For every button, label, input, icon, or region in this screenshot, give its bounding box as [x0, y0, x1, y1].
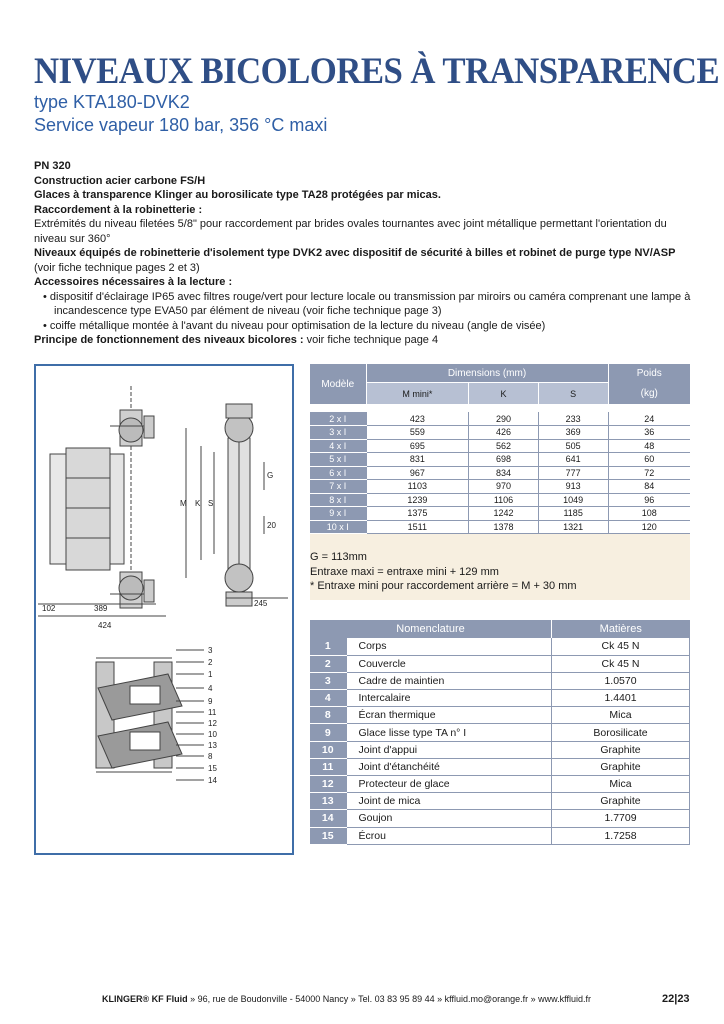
- spec-bullet-coiffe-text: coiffe métallique montée à l'avant du niveau pour optimisation de la lecture du niveau (angle de visée): [49, 319, 546, 332]
- callout-9: 9: [208, 697, 213, 706]
- cell-repere: 10: [310, 741, 346, 758]
- callout-12: 12: [208, 719, 217, 728]
- footer-address: » 96, rue de Boudonville - 54000 Nancy » Tel. 03 83 95 89 44 » kffluid.mo@orange.fr » www.kffluid.fr: [187, 994, 592, 1004]
- spec-bullet-eclairage-text: dispositif d'éclairage IP65 avec filtres rouge/vert pour lecture locale ou transmission par miroirs ou caméra comprenant une lampe à incandescence type EVA50 par élément de niveau (voir fiche technique page 3): [49, 290, 691, 317]
- cell-repere: 2: [310, 655, 346, 672]
- cell-matiere: Mica: [552, 707, 690, 724]
- header-nomenclature: Nomenclature: [310, 620, 552, 638]
- table-row: [310, 758, 690, 775]
- cell-repere: 9: [310, 724, 346, 741]
- callout-15: 15: [208, 764, 217, 773]
- cell-designation: Glace lisse type TA n° I: [346, 724, 552, 741]
- spec-niveaux-bold: Niveaux équipés de robinetterie d'isolement type DVK2 avec dispositif de sécurité à billes et robinet de purge type NV/ASP: [34, 247, 676, 259]
- nomenclature-table-body: [310, 638, 690, 844]
- cell-repere: 14: [310, 810, 346, 827]
- cell-s: 1321: [538, 520, 608, 534]
- cell-modele: 9 x I: [310, 507, 366, 521]
- spec-accessoires-title: Accessoires nécessaires à la lecture :: [34, 276, 233, 288]
- dimensions-panel: [310, 364, 690, 600]
- table-row: [310, 793, 690, 810]
- header-dimensions: Dimensions (mm): [366, 364, 608, 383]
- cell-m: 695: [366, 439, 469, 453]
- cell-designation: Écrou: [346, 827, 552, 844]
- spec-glaces: Glaces à transparence Klinger au borosilicate type TA28 protégées par micas.: [34, 189, 441, 201]
- cell-repere: 3: [310, 672, 346, 689]
- cell-repere: 4: [310, 690, 346, 707]
- label-m: M: [180, 499, 187, 508]
- spec-raccord-title: Raccordement à la robinetterie :: [34, 203, 203, 216]
- header-modele: Modèle: [310, 364, 366, 404]
- spec-principe-text: voir fiche technique page 4: [303, 334, 439, 346]
- spec-bullet-coiffe: • coiffe métallique montée à l'avant du niveau pour optimisation de la lecture du niveau (angle de visée): [43, 319, 546, 332]
- cell-matiere: Mica: [552, 776, 690, 793]
- cell-poids: 72: [608, 466, 690, 480]
- note-g: G = 113mm: [310, 551, 367, 563]
- table-row: [310, 480, 690, 494]
- callout-2: 2: [208, 658, 213, 667]
- page-subtitle-type: type KTA180-DVK2: [34, 92, 190, 112]
- spec-niveaux: [34, 246, 694, 275]
- cell-s: 777: [538, 466, 608, 480]
- cell-designation: Cadre de maintien: [346, 672, 552, 689]
- cell-matiere: Graphite: [552, 741, 690, 758]
- dim-102: 102: [42, 604, 56, 613]
- header-k: K: [469, 383, 539, 404]
- header-matieres: Matières: [552, 620, 690, 638]
- callout-1: 1: [208, 670, 213, 679]
- table-row: [310, 507, 690, 521]
- table-row: [310, 776, 690, 793]
- callout-14: 14: [208, 776, 217, 785]
- callout-10: 10: [208, 730, 217, 739]
- cell-k: 698: [469, 453, 539, 467]
- cell-s: 1049: [538, 493, 608, 507]
- table-row: [310, 466, 690, 480]
- cell-designation: Corps: [346, 638, 552, 655]
- cell-designation: Joint de mica: [346, 793, 552, 810]
- cell-matiere: Ck 45 N: [552, 655, 690, 672]
- table-row: [310, 690, 690, 707]
- table-row: [310, 638, 690, 655]
- cell-poids: 96: [608, 493, 690, 507]
- label-g: G: [267, 471, 274, 480]
- header-kg: (kg): [608, 383, 690, 404]
- cell-s: 233: [538, 412, 608, 426]
- callout-11: 11: [208, 708, 217, 717]
- specifications: [34, 159, 694, 348]
- table-row: [310, 412, 690, 426]
- cell-repere: 13: [310, 793, 346, 810]
- cell-m: 423: [366, 412, 469, 426]
- label-k: K: [195, 499, 201, 508]
- table-row: [310, 672, 690, 689]
- cell-repere: 15: [310, 827, 346, 844]
- cell-matiere: 1.0570: [552, 672, 690, 689]
- spec-construction: Construction acier carbone FS/H: [34, 174, 206, 187]
- spec-niveaux-text: (voir fiche technique pages 2 et 3): [34, 261, 200, 274]
- cell-m: 967: [366, 466, 469, 480]
- label-20: 20: [267, 521, 276, 530]
- technical-drawing-svg: [36, 366, 292, 853]
- table-row: [310, 520, 690, 534]
- cell-matiere: Ck 45 N: [552, 638, 690, 655]
- cell-repere: 8: [310, 707, 346, 724]
- cell-matiere: 1.7709: [552, 810, 690, 827]
- cell-m: 559: [366, 426, 469, 440]
- dim-389: 389: [94, 604, 108, 613]
- table-row: [310, 493, 690, 507]
- cell-m: 1239: [366, 493, 469, 507]
- table-row: [310, 724, 690, 741]
- callout-13: 13: [208, 741, 217, 750]
- header-poids: Poids: [608, 364, 690, 383]
- cell-modele: 4 x I: [310, 439, 366, 453]
- spec-principe: [34, 333, 694, 348]
- cell-poids: 36: [608, 426, 690, 440]
- footer-company: [102, 994, 591, 1004]
- cell-designation: Écran thermique: [346, 707, 552, 724]
- cell-poids: 120: [608, 520, 690, 534]
- cell-k: 970: [469, 480, 539, 494]
- cell-designation: Joint d'appui: [346, 741, 552, 758]
- cell-matiere: 1.7258: [552, 827, 690, 844]
- page-title: NIVEAUX BICOLORES À TRANSPARENCE: [34, 51, 720, 92]
- table-row: [310, 453, 690, 467]
- note-entraxe-maxi: Entraxe maxi = entraxe mini + 129 mm: [310, 565, 499, 578]
- cell-modele: 7 x I: [310, 480, 366, 494]
- cell-modele: 10 x I: [310, 520, 366, 534]
- cell-m: 1103: [366, 480, 469, 494]
- cell-k: 562: [469, 439, 539, 453]
- cell-modele: 5 x I: [310, 453, 366, 467]
- cell-modele: 2 x I: [310, 412, 366, 426]
- table-row: [310, 707, 690, 724]
- cell-poids: 24: [608, 412, 690, 426]
- cell-matiere: Graphite: [552, 758, 690, 775]
- spec-raccord-text: Extrémités du niveau filetées 5/8" pour raccordement par brides ovales tournantes avec joint métallique permettant l'orientation du niveau sur 360°: [34, 218, 667, 245]
- dimensions-table-body: [310, 404, 690, 534]
- note-entraxe-mini: * Entraxe mini pour raccordement arrière = M + 30 mm: [310, 580, 577, 592]
- cell-matiere: Graphite: [552, 793, 690, 810]
- cell-poids: 60: [608, 453, 690, 467]
- cell-s: 505: [538, 439, 608, 453]
- cell-k: 834: [469, 466, 539, 480]
- cell-m: 1511: [366, 520, 469, 534]
- footer-brand: KLINGER® KF Fluid: [102, 994, 188, 1004]
- spec-bullet-eclairage: • dispositif d'éclairage IP65 avec filtres rouge/vert pour lecture locale ou transmission par miroirs ou caméra comprenant une lampe à incandescence type EVA50 par élément de niveau (voir fiche technique page 3): [43, 290, 691, 317]
- label-s: S: [208, 499, 214, 508]
- table-row: [310, 827, 690, 844]
- cell-repere: 11: [310, 758, 346, 775]
- cell-designation: Protecteur de glace: [346, 776, 552, 793]
- cell-s: 641: [538, 453, 608, 467]
- cell-k: 426: [469, 426, 539, 440]
- table-row: [310, 655, 690, 672]
- cell-modele: 3 x I: [310, 426, 366, 440]
- cell-designation: Joint d'étanchéité: [346, 758, 552, 775]
- callout-3: 3: [208, 646, 213, 655]
- cell-s: 913: [538, 480, 608, 494]
- cell-k: 1242: [469, 507, 539, 521]
- cell-modele: 6 x I: [310, 466, 366, 480]
- cell-matiere: Borosilicate: [552, 724, 690, 741]
- cell-poids: 108: [608, 507, 690, 521]
- dimensions-table: [310, 364, 690, 534]
- cell-m: 1375: [366, 507, 469, 521]
- spec-principe-bold: Principe de fonctionnement des niveaux bicolores :: [34, 334, 304, 346]
- callout-8: 8: [208, 752, 213, 761]
- cell-designation: Intercalaire: [346, 690, 552, 707]
- cell-m: 831: [366, 453, 469, 467]
- technical-drawing: [34, 364, 294, 855]
- cell-poids: 48: [608, 439, 690, 453]
- cell-repere: 12: [310, 776, 346, 793]
- header-m-mini: M mini*: [366, 383, 469, 404]
- cell-k: 290: [469, 412, 539, 426]
- dim-245: 245: [254, 599, 268, 608]
- spec-pn: PN 320: [34, 160, 71, 172]
- dim-424: 424: [98, 621, 112, 630]
- cell-designation: Couvercle: [346, 655, 552, 672]
- cell-repere: 1: [310, 638, 346, 655]
- cell-matiere: 1.4401: [552, 690, 690, 707]
- cell-s: 1185: [538, 507, 608, 521]
- page-subtitle-service: Service vapeur 180 bar, 356 °C maxi: [34, 115, 328, 135]
- table-row: [310, 426, 690, 440]
- table-row: [310, 439, 690, 453]
- cell-k: 1378: [469, 520, 539, 534]
- table-row: [310, 810, 690, 827]
- table-row: [310, 741, 690, 758]
- cell-modele: 8 x I: [310, 493, 366, 507]
- cell-s: 369: [538, 426, 608, 440]
- cell-designation: Goujon: [346, 810, 552, 827]
- dimension-notes: [310, 550, 577, 594]
- header-s: S: [538, 383, 608, 404]
- nomenclature-table: [310, 620, 690, 845]
- cell-poids: 84: [608, 480, 690, 494]
- callout-4: 4: [208, 684, 213, 693]
- cell-k: 1106: [469, 493, 539, 507]
- page-number: 22|23: [662, 993, 690, 1005]
